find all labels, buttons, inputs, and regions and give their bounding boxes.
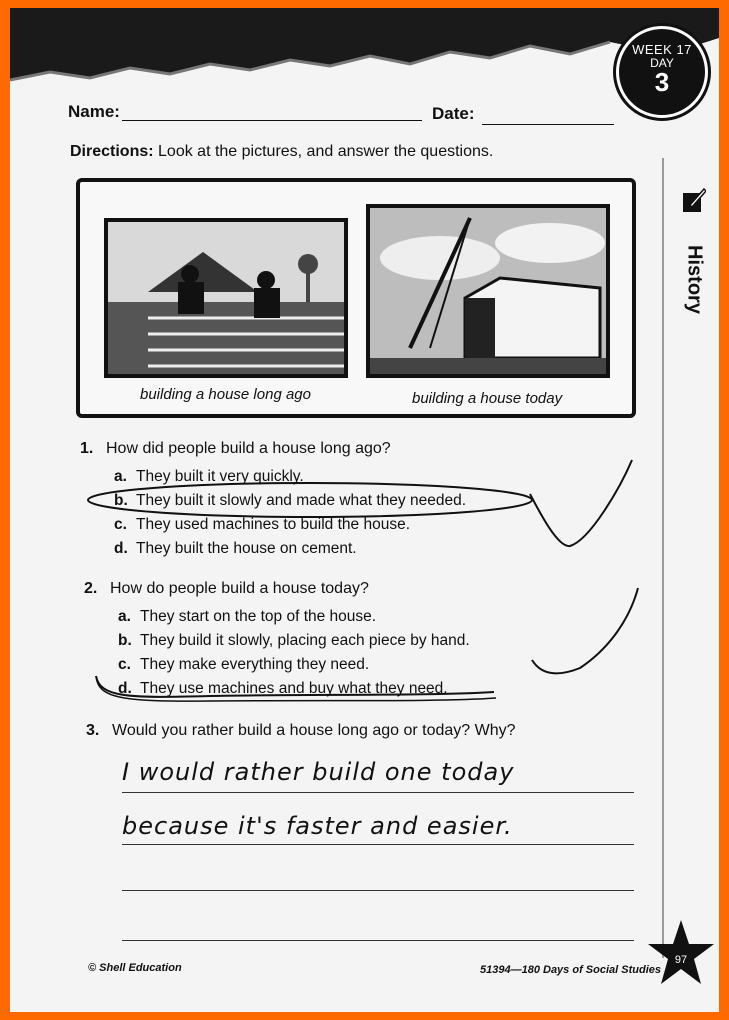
date-label: Date: bbox=[432, 104, 475, 123]
question-2 bbox=[84, 580, 369, 598]
picture-long-ago bbox=[104, 218, 348, 378]
option-text: They start on the top of the house. bbox=[140, 608, 377, 625]
name-field-line[interactable] bbox=[122, 120, 422, 121]
publisher-credit: © Shell Education bbox=[88, 962, 182, 974]
subject-label: History bbox=[683, 245, 706, 314]
question-number: 2. bbox=[84, 580, 98, 597]
q1-option-c[interactable] bbox=[114, 516, 410, 534]
q2-option-b[interactable] bbox=[118, 632, 470, 650]
margin-rule bbox=[662, 158, 664, 958]
question-number: 3. bbox=[86, 722, 100, 739]
day-label: DAY bbox=[650, 56, 674, 70]
option-text: They use machines and buy what they need. bbox=[140, 680, 448, 697]
option-letter: b. bbox=[118, 632, 132, 649]
q1-option-a[interactable] bbox=[114, 468, 304, 486]
worksheet-page bbox=[10, 8, 719, 1012]
picture-today bbox=[366, 204, 610, 378]
torn-paper-header bbox=[10, 8, 719, 98]
option-letter: a. bbox=[114, 468, 127, 485]
handwritten-answer-line-2: because it's faster and easier. bbox=[122, 812, 513, 840]
book-title: 51394—180 Days of Social Studies bbox=[480, 964, 661, 976]
week-day-badge bbox=[616, 26, 708, 118]
question-text: Would you rather build a house long ago or today? Why? bbox=[112, 722, 516, 739]
option-letter: b. bbox=[114, 492, 128, 509]
writing-line-4[interactable] bbox=[122, 940, 634, 941]
pictures-frame bbox=[76, 178, 636, 418]
q2-option-a[interactable] bbox=[118, 608, 376, 626]
directions-text: Look at the pictures, and answer the questions. bbox=[153, 143, 494, 160]
page-number-star bbox=[646, 918, 716, 988]
option-text: They used machines to build the house. bbox=[136, 516, 411, 533]
option-letter: a. bbox=[118, 608, 131, 625]
date-field-line[interactable] bbox=[482, 124, 614, 125]
option-text: They make everything they need. bbox=[140, 656, 370, 673]
question-text: How did people build a house long ago? bbox=[106, 440, 391, 457]
q1-option-b[interactable] bbox=[114, 492, 466, 510]
option-text: They build it slowly, placing each piece by hand. bbox=[140, 632, 470, 649]
writing-line-2[interactable] bbox=[122, 844, 634, 845]
option-letter: d. bbox=[118, 680, 132, 697]
week-label: WEEK 17 bbox=[632, 42, 692, 57]
question-1 bbox=[80, 440, 391, 458]
option-text: They built the house on cement. bbox=[136, 540, 357, 557]
writing-line-1[interactable] bbox=[122, 792, 634, 793]
q1-option-d[interactable] bbox=[114, 540, 357, 558]
day-number: 3 bbox=[654, 67, 670, 97]
option-letter: d. bbox=[114, 540, 128, 557]
directions bbox=[70, 143, 493, 161]
subject-tab bbox=[674, 183, 714, 333]
q2-option-c[interactable] bbox=[118, 656, 369, 674]
q2-option-d[interactable] bbox=[118, 680, 448, 698]
question-number: 1. bbox=[80, 440, 94, 457]
caption-long-ago: building a house long ago bbox=[140, 386, 311, 403]
question-3 bbox=[86, 722, 516, 740]
directions-label: Directions: bbox=[70, 143, 154, 160]
option-letter: c. bbox=[118, 656, 131, 673]
pen-book-icon bbox=[682, 187, 706, 213]
caption-today: building a house today bbox=[412, 390, 563, 407]
option-letter: c. bbox=[114, 516, 127, 533]
page-number: 97 bbox=[674, 954, 688, 966]
option-text: They built it slowly and made what they needed. bbox=[136, 492, 466, 509]
name-label: Name: bbox=[68, 102, 120, 121]
option-text: They built it very quickly. bbox=[136, 468, 304, 485]
handwritten-answer-line-1: I would rather build one today bbox=[122, 758, 515, 786]
writing-line-3[interactable] bbox=[122, 890, 634, 891]
star-icon bbox=[646, 918, 716, 988]
question-text: How do people build a house today? bbox=[110, 580, 369, 597]
